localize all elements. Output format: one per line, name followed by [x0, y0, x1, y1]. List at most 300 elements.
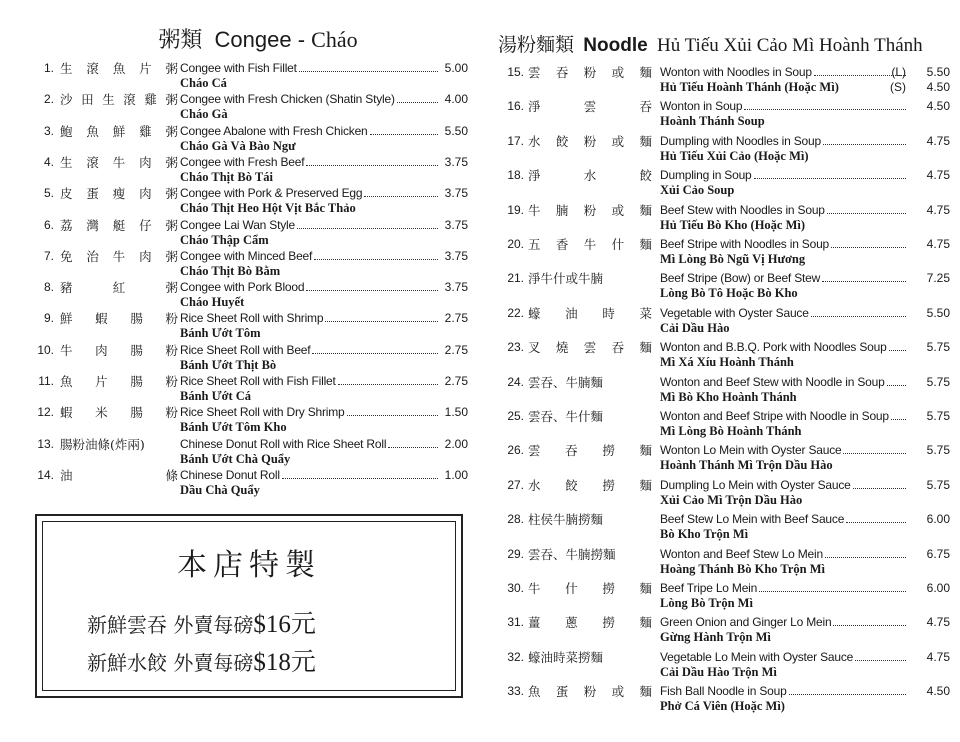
item-name-vi: Dầu Chà Quẩy [180, 482, 260, 497]
item-name-en-text: Dumpling with Noodles in Soup [660, 133, 821, 148]
item-price: 1.50 [444, 405, 468, 420]
item-name-zh-char: 蝦 [95, 311, 108, 327]
item-name-zh-char: 粥 [165, 280, 178, 296]
item-name-zh-char: 燒 [555, 340, 569, 356]
dot-leader [855, 660, 906, 661]
item-name-zh-char: 粉 [583, 684, 597, 700]
item-name-en-text: Congee Lai Wan Style [180, 217, 295, 232]
item-price: 4.75 [926, 649, 950, 664]
item-name-zh-char: 粥 [165, 154, 178, 170]
item-name-zh [60, 249, 178, 264]
item-price: 5.50 [444, 123, 468, 138]
item-price: 4.75 [926, 168, 950, 183]
item-name-zh [528, 547, 652, 562]
item-name-zh-char: 牛 [112, 154, 126, 170]
item-name-zh [60, 218, 178, 233]
item-number: 6. [43, 217, 54, 232]
item-name-zh-char: 荔 [60, 217, 73, 233]
item-name-zh-char: 吞 [565, 443, 578, 459]
item-name-zh-char: 魚 [112, 61, 126, 76]
item-name-vi: Hủ Tiếu Bò Kho (Hoặc Mì) [660, 217, 806, 232]
item-name-en-text: Beef Stripe (Bow) or Beef Stew [660, 271, 821, 286]
item-name-zh-char: 肉 [139, 154, 152, 170]
item-name-en-text: Wonton Lo Mein with Oyster Sauce [660, 443, 842, 458]
item-name-zh-char: 仔 [139, 217, 152, 233]
item-name-en [180, 374, 440, 389]
item-name-zh-char: 或 [611, 133, 625, 149]
item-name-zh [60, 61, 178, 76]
item-name-vi: Cháo Cá [180, 76, 227, 90]
item-name-zh-char: 鮮 [60, 311, 73, 327]
item-name-en-text: Dumpling in Soup [660, 168, 752, 183]
item-name-en [180, 249, 440, 264]
item-name-zh-char: 雲吞、牛腩撈麵 [528, 546, 616, 562]
item-name-zh-char: 粥 [165, 92, 178, 108]
item-name-zh-char: 粉 [583, 202, 597, 218]
dot-leader [282, 478, 438, 479]
item-number: 4. [43, 154, 54, 169]
item-name-zh [60, 405, 178, 420]
item-number: 27. [507, 477, 524, 492]
item-name-zh-char: 餃 [639, 168, 652, 184]
item-name-zh-char: 雞 [144, 92, 157, 108]
house-special-title: 本店特製 [177, 548, 321, 583]
item-name-en-text: Congee with Minced Beef [180, 248, 313, 263]
item-name-zh-char: 鮑 [60, 123, 73, 139]
item-name-zh-char: 粉 [165, 342, 178, 358]
item-name-zh-char: 吞 [639, 99, 652, 115]
item-name-en [660, 375, 908, 390]
item-name-en-text: Congee with Pork Blood [180, 280, 305, 295]
item-name-zh [528, 478, 652, 493]
congee-title-en: Congee - [214, 27, 306, 52]
item-name-zh-char: 豬 [60, 280, 73, 296]
item-name-en [660, 443, 908, 458]
item-name-zh-char: 片 [139, 61, 152, 76]
item-name-en-text: Rice Sheet Roll with Fish Fillet [180, 374, 336, 388]
item-number: 10. [37, 342, 54, 357]
item-name-en-text: Congee with Fresh Chicken (Shatin Style) [180, 92, 395, 107]
noodle-title-zh: 湯粉麵類 [498, 34, 575, 56]
item-name-en-text: Beef Tripe Lo Mein [660, 581, 758, 595]
item-name-zh-char: 腩 [555, 202, 569, 218]
item-name-en [180, 468, 440, 483]
item-number: 24. [507, 374, 524, 389]
item-name-zh-char: 什 [565, 581, 578, 596]
item-number: 2. [43, 92, 54, 107]
item-price: 5.50 [926, 65, 950, 79]
item-name-zh-char: 粥 [165, 123, 178, 139]
item-name-en [660, 512, 908, 527]
item-name-en-text: Wonton and Beef Stripe with Noodle in Soup [660, 409, 889, 423]
item-name-zh-char: 吞 [611, 340, 625, 356]
dot-leader [306, 165, 438, 166]
item-name-zh-char: 片 [95, 374, 108, 389]
item-number: 3. [43, 123, 54, 138]
item-name-zh-char: 水 [528, 133, 541, 149]
item-name-zh-char: 粥 [165, 186, 178, 202]
item-name-en [180, 61, 440, 76]
item-name-zh-char: 或 [611, 65, 625, 80]
item-name-vi: Hủ Tiếu Hoành Thánh (Hoặc Mì) [660, 80, 839, 94]
item-number: 32. [507, 649, 524, 664]
item-price: 5.75 [926, 409, 950, 423]
item-number: 16. [507, 99, 524, 114]
item-name-zh [528, 65, 652, 80]
item-name-zh-char: 時 [602, 305, 615, 321]
dot-leader [789, 694, 906, 695]
item-name-zh-char: 麵 [639, 65, 652, 80]
item-name-vi: Mì Lòng Bò Ngũ Vị Hương [660, 252, 806, 266]
dot-leader [833, 625, 906, 626]
item-name-zh-char: 麵 [639, 340, 652, 356]
item-name-en [660, 271, 908, 286]
item-name-zh-char: 麵 [639, 443, 652, 459]
item-name-zh-char: 淨牛什或牛腩 [528, 271, 604, 287]
item-name-en-text: Beef Stew Lo Mein with Beef Sauce [660, 512, 845, 527]
item-name-zh-char: 牛 [112, 248, 126, 264]
item-name-zh [60, 343, 178, 358]
item-name-zh-char: 淨 [528, 168, 541, 184]
noodle-title-en: Noodle [583, 35, 648, 56]
item-name-zh-char: 蠔油時菜撈麵 [528, 649, 604, 665]
item-price: 2.75 [444, 342, 468, 357]
dot-leader [853, 488, 906, 489]
item-name-vi: Cháo Thịt Bò Bằm [180, 263, 281, 278]
item-number: 7. [43, 248, 54, 263]
item-name-zh-char: 或 [611, 202, 625, 218]
item-name-zh-char: 撈 [602, 615, 615, 631]
item-number: 8. [43, 280, 54, 295]
item-name-en [660, 547, 908, 562]
dot-leader [338, 384, 438, 385]
item-name-zh [528, 340, 652, 355]
item-name-zh-char: 腸 [130, 405, 143, 421]
item-name-en [180, 218, 440, 233]
item-price: 6.00 [926, 512, 950, 527]
item-name-zh-char: 牛 [60, 342, 73, 358]
item-name-en-text: Fish Ball Noodle in Soup [660, 684, 787, 699]
item-name-en-text: Rice Sheet Roll with Shrimp [180, 311, 324, 326]
dot-leader [823, 144, 906, 145]
dot-leader [822, 281, 906, 282]
dot-leader [744, 109, 906, 110]
congee-title-zh: 粥類 [158, 28, 203, 53]
item-name-vi: Bánh Ướt Tôm Kho [180, 420, 287, 435]
congee-section-title [88, 23, 428, 54]
dot-leader [325, 321, 438, 322]
item-name-en [180, 311, 440, 326]
item-name-en [180, 92, 440, 107]
dot-leader [811, 316, 906, 317]
item-name-vi: Lòng Bò Tô Hoặc Bò Kho [660, 286, 798, 301]
item-name-en-text: Rice Sheet Roll with Beef [180, 342, 311, 357]
special-line-price: $16元 [253, 611, 316, 638]
item-name-vi: Gừng Hành Trộn Mì [660, 630, 771, 645]
item-name-en-text: Congee with Fish Fillet [180, 61, 297, 75]
item-price: 3.75 [444, 217, 468, 232]
item-number: 19. [507, 202, 524, 217]
item-price: 4.75 [926, 202, 950, 217]
dot-leader [297, 228, 438, 229]
item-name-zh-char: 蛋 [555, 684, 569, 700]
dot-leader [299, 71, 438, 72]
item-name-zh-char: 雲 [583, 340, 597, 356]
congee-title-vi: Cháo [311, 27, 358, 52]
dot-leader [759, 591, 906, 592]
item-name-en [660, 168, 908, 183]
item-price: 1.00 [444, 467, 468, 482]
item-name-zh-char: 生 [60, 61, 73, 76]
item-number: 25. [507, 409, 524, 423]
item-price: 4.75 [926, 133, 950, 148]
item-price: 5.75 [926, 443, 950, 458]
item-name-zh-char: 麵 [639, 202, 652, 218]
item-name-zh-char: 灣 [86, 217, 99, 233]
item-name-zh-char: 麵 [639, 684, 652, 700]
item-price: 5.75 [926, 477, 950, 492]
item-name-zh-char: 雲 [528, 65, 541, 80]
item-price: 4.50 [926, 684, 950, 699]
item-number: 26. [507, 443, 524, 458]
item-name-en-text: Chinese Donut Roll with Rice Sheet Roll [180, 436, 387, 451]
item-name-zh-char: 粥 [165, 248, 178, 264]
item-name-zh-char: 沙 [60, 92, 73, 108]
item-name-zh-char: 蛋 [86, 186, 99, 202]
item-name-en [660, 581, 908, 596]
item-number: 21. [507, 271, 524, 286]
item-size-small: (S) [890, 80, 906, 94]
item-name-en-text: Wonton and B.B.Q. Pork with Noodles Soup [660, 340, 887, 355]
item-name-zh-char: 五 [528, 237, 541, 252]
item-name-zh-char: 肉 [95, 342, 108, 358]
item-name-zh-char: 蠔 [528, 305, 541, 321]
item-number: 29. [507, 546, 524, 561]
item-name-en [180, 405, 440, 420]
item-name-vi: Bò Kho Trộn Mì [660, 527, 749, 542]
item-name-zh [528, 512, 652, 527]
item-price: 4.00 [444, 92, 468, 107]
item-name-zh-char: 皮 [60, 186, 73, 202]
item-name-en [660, 203, 908, 218]
item-number: 18. [507, 168, 524, 183]
item-name-en-text: Vegetable Lo Mein with Oyster Sauce [660, 649, 854, 664]
item-number: 9. [43, 311, 54, 326]
item-number: 20. [507, 237, 524, 251]
item-name-zh [60, 124, 178, 139]
item-name-zh [528, 375, 652, 390]
item-name-vi: Xủi Cảo Mì Trộn Dầu Hào [660, 492, 803, 507]
item-name-zh-char: 條 [165, 467, 178, 483]
item-name-zh [60, 374, 178, 389]
item-name-zh-char: 米 [95, 405, 108, 421]
item-price: 4.50 [926, 99, 950, 114]
item-name-zh-char: 腸 [130, 311, 143, 327]
item-name-zh-char: 腸粉油條(炸兩) [60, 436, 145, 452]
item-name-zh-char: 麵 [639, 581, 652, 596]
item-name-en-text: Congee with Fresh Beef [180, 154, 305, 169]
item-name-zh-char: 生 [102, 92, 115, 108]
item-name-zh-char: 生 [60, 154, 73, 170]
item-number: 1. [43, 61, 54, 75]
item-name-zh-char: 油 [60, 467, 73, 483]
item-name-zh-char: 麵 [639, 477, 652, 493]
special-line-text: 新鮮雲吞 外賣每磅 [87, 613, 254, 637]
item-number: 33. [507, 684, 524, 699]
item-number: 11. [38, 374, 54, 388]
item-name-vi: Cải Dầu Hào Trộn Mì [660, 664, 777, 679]
item-name-vi: Cháo Gà [180, 107, 228, 122]
item-name-zh-char: 撈 [602, 443, 615, 459]
item-name-zh-char: 雞 [139, 123, 152, 139]
item-name-en-text: Dumpling Lo Mein with Oyster Sauce [660, 477, 851, 492]
item-name-en-text: Wonton with Noodles in Soup [660, 65, 812, 79]
item-name-zh [528, 684, 652, 699]
dot-leader [312, 353, 438, 354]
item-name-vi: Hoàng Thánh Bò Kho Trộn Mì [660, 561, 825, 576]
dot-leader [846, 522, 906, 523]
item-name-vi: Mì Lòng Bò Hoành Thánh [660, 424, 802, 438]
item-name-vi: Bánh Ướt Thịt Bò [180, 357, 277, 372]
item-name-en [180, 155, 440, 170]
item-name-zh-char: 叉 [528, 340, 541, 356]
item-name-zh-char: 肉 [139, 186, 152, 202]
item-name-zh-char: 腸 [130, 342, 143, 358]
item-name-zh [528, 615, 652, 630]
item-name-zh [528, 203, 652, 218]
item-name-vi: Hoành Thánh Soup [660, 114, 765, 129]
item-price: 4.75 [926, 615, 950, 630]
item-name-zh-char: 或 [611, 684, 625, 700]
item-number: 23. [507, 340, 524, 355]
item-name-zh-char: 免 [60, 248, 73, 264]
item-name-en-text: Wonton and Beef Stew with Noodle in Soup [660, 374, 885, 389]
dot-leader [827, 213, 906, 214]
item-name-zh-char: 雲 [583, 99, 597, 115]
item-name-en [660, 650, 908, 665]
item-name-zh-char: 魚 [86, 123, 99, 139]
dot-leader [364, 196, 438, 197]
item-number: 22. [507, 305, 524, 320]
item-price: 2.75 [444, 311, 468, 326]
item-name-en [660, 134, 908, 149]
item-name-zh-char: 魚 [60, 374, 73, 389]
item-name-zh [528, 168, 652, 183]
item-name-zh [528, 134, 652, 149]
item-name-zh-char: 淨 [528, 99, 541, 115]
item-name-vi: Cháo Huyết [180, 295, 245, 310]
item-name-en-text: Chinese Donut Roll [180, 467, 280, 482]
item-name-vi: Cháo Thập Cẩm [180, 232, 269, 247]
special-line-dumpling [87, 642, 316, 678]
item-price: 5.50 [926, 305, 950, 320]
dot-leader [843, 453, 906, 454]
item-name-zh-char: 牛 [583, 237, 597, 252]
item-name-zh [528, 306, 652, 321]
item-name-zh-char: 雲吞、牛腩麵 [528, 374, 604, 390]
item-name-en-text: Congee with Pork & Preserved Egg [180, 186, 363, 201]
item-name-zh-char: 瘦 [112, 186, 126, 202]
item-price: 2.00 [444, 436, 468, 451]
item-name-zh-char: 滾 [86, 154, 99, 170]
item-name-vi: Hoành Thánh Mì Trộn Dầu Hào [660, 458, 833, 473]
item-price: 3.75 [444, 154, 468, 169]
item-price: 5.75 [926, 374, 950, 389]
item-name-zh [60, 280, 178, 295]
dot-leader [347, 415, 438, 416]
item-name-zh [528, 650, 652, 665]
item-name-zh-char: 艇 [112, 217, 126, 233]
item-name-vi: Cải Dầu Hào [660, 320, 730, 335]
item-name-en [180, 186, 440, 201]
item-name-zh-char: 吞 [555, 65, 569, 80]
item-number: 17. [507, 133, 524, 148]
item-name-zh [528, 409, 652, 424]
item-price: 2.75 [444, 374, 468, 388]
item-name-zh-char: 紅 [112, 280, 126, 296]
item-name-vi: Cháo Thịt Heo Hột Vịt Bắc Thảo [180, 201, 356, 216]
item-name-zh-char: 鮮 [112, 123, 126, 139]
item-name-zh-char: 蔥 [565, 615, 578, 631]
item-name-zh-char: 粥 [165, 217, 178, 233]
item-name-zh-char: 麵 [639, 237, 652, 252]
special-line-wonton [87, 604, 316, 640]
item-name-zh-char: 柱侯牛腩撈麵 [528, 512, 604, 528]
item-name-zh-char: 麵 [639, 615, 652, 631]
item-number: 28. [507, 512, 524, 527]
item-name-vi: Cháo Gà Và Bào Ngư [180, 138, 296, 153]
item-price: 5.75 [926, 340, 950, 355]
house-special-box [35, 514, 463, 698]
item-name-zh-char: 魚 [528, 684, 541, 700]
item-name-zh [60, 437, 178, 452]
item-name-zh-char: 粉 [583, 65, 597, 80]
item-name-zh-char: 菜 [639, 305, 652, 321]
item-name-en [660, 409, 908, 424]
item-name-en [660, 684, 908, 699]
item-name-zh-char: 什 [611, 237, 625, 252]
dot-leader [397, 102, 438, 103]
item-price: 3.75 [444, 186, 468, 201]
item-name-en [660, 65, 908, 80]
item-number: 13. [37, 436, 54, 451]
item-name-en-text: Beef Stripe with Noodles in Soup [660, 237, 830, 251]
item-price: 4.75 [926, 237, 950, 251]
dot-leader [314, 259, 438, 260]
item-name-zh-char: 田 [81, 92, 94, 108]
item-name-zh [528, 271, 652, 286]
item-number: 14. [37, 467, 54, 482]
item-name-zh-char: 撈 [602, 581, 615, 596]
item-name-zh [528, 99, 652, 114]
item-name-zh [528, 581, 652, 596]
item-name-en-text: Beef Stew with Noodles in Soup [660, 202, 825, 217]
item-name-zh-char: 滾 [123, 92, 136, 108]
item-name-en-text: Wonton and Beef Stew Lo Mein [660, 546, 823, 561]
item-name-zh [60, 186, 178, 201]
item-name-en [660, 306, 908, 321]
item-name-en [180, 437, 440, 452]
item-name-vi: Bánh Ướt Chà Quẩy [180, 451, 291, 466]
noodle-title-vi: Hủ Tiếu Xủi Cảo Mì Hoành Thánh [656, 35, 923, 56]
item-number: 31. [507, 615, 524, 630]
item-name-en [660, 99, 908, 114]
item-price: 6.00 [926, 581, 950, 595]
item-price: 7.25 [926, 271, 950, 286]
item-name-vi: Xủi Cảo Soup [660, 183, 735, 198]
special-line-price: $18元 [253, 649, 316, 676]
item-name-zh [528, 237, 652, 252]
